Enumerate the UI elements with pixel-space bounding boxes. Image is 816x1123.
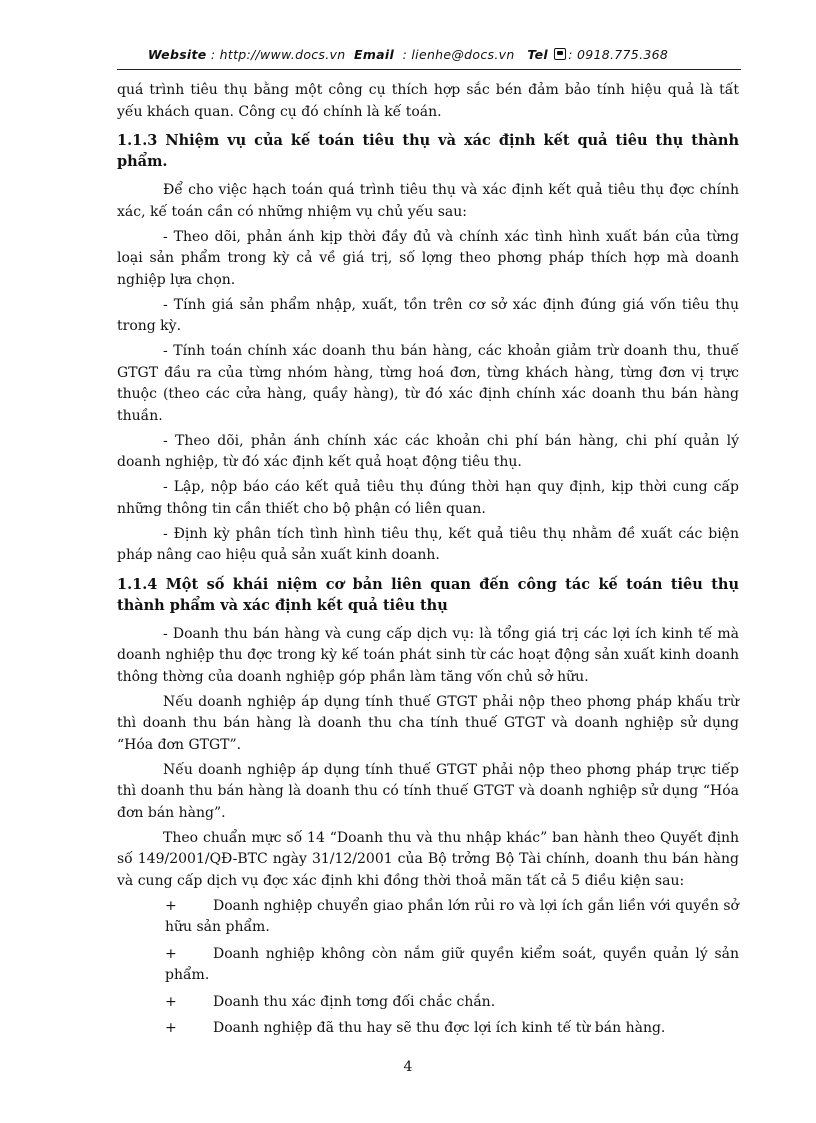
condition-list <box>117 896 739 1040</box>
tel-value: : 0918.775.368 <box>568 47 669 62</box>
list-item <box>117 944 739 987</box>
paragraph: - Doanh thu bán hàng và cung cấp dịch vụ: là tổng giá trị các lợi ích kinh tế mà doanh nghiệp thu đợc trong kỳ kế toán phát sinh từ các hoạt động sản xuất kinh doanh thông thờng của doanh nghiệp góp phần làm tăng vốn chủ sở hữu. <box>117 625 739 685</box>
bullet-symbol: + <box>165 897 177 914</box>
list-item-text: Doanh nghiệp chuyển giao phần lớn rủi ro và lợi ích gắn liền với quyền sở hữu sản phẩm. <box>165 897 739 935</box>
section-heading-1-1-3: 1.1.3 Nhiệm vụ của kế toán tiêu thụ và xác định kết quả tiêu thụ thành phẩm. <box>117 132 739 170</box>
paragraph: - Theo dõi, phản ánh chính xác các khoản chi phí bán hàng, chi phí quản lý doanh nghiệp, từ đó xác định kết quả hoạt động tiêu thụ. <box>117 432 739 470</box>
paragraph: - Định kỳ phân tích tình hình tiêu thụ, kết quả tiêu thụ nhằm đề xuất các biện pháp nâng cao hiệu quả sản xuất kinh doanh. <box>117 525 739 563</box>
list-item-text: Doanh thu xác định tơng đối chắc chắn. <box>213 993 496 1010</box>
document-body <box>117 80 739 1045</box>
phone-icon <box>554 48 566 60</box>
list-item-text: Doanh nghiệp không còn nắm giữ quyền kiểm soát, quyền quản lý sản phẩm. <box>165 945 739 983</box>
tel-label: Tel <box>527 47 548 62</box>
page-header <box>0 47 816 62</box>
paragraph: Để cho việc hạch toán quá trình tiêu thụ và xác định kết quả tiêu thụ đợc chính xác, kế toán cần có những nhiệm vụ chủ yếu sau: <box>117 182 739 220</box>
paragraph: - Lập, nộp báo cáo kết quả tiêu thụ đúng thời hạn quy định, kịp thời cung cấp những thông tin cần thiết cho bộ phận có liên quan. <box>117 479 739 517</box>
paragraph: Nếu doanh nghiệp áp dụng tính thuế GTGT phải nộp theo phơng pháp trực tiếp thì doanh thu bán hàng là doanh thu có tính thuế GTGT và doanh nghiệp sử dụng “Hóa đơn bán hàng”. <box>117 761 739 821</box>
website-value[interactable]: : http://www.docs.vn <box>210 47 346 62</box>
list-item <box>117 1018 739 1040</box>
header-rule <box>117 69 741 70</box>
list-item-text: Doanh nghiệp đã thu hay sẽ thu đợc lợi ích kinh tế từ bán hàng. <box>213 1020 666 1036</box>
website-label: Website <box>147 47 207 62</box>
paragraph: quá trình tiêu thụ bằng một công cụ thích hợp sắc bén đảm bảo tính hiệu quả là tất yếu khách quan. Công cụ đó chính là kế toán. <box>117 82 739 120</box>
list-item <box>117 896 739 939</box>
bullet-symbol: + <box>165 993 177 1010</box>
paragraph: Nếu doanh nghiệp áp dụng tính thuế GTGT phải nộp theo phơng pháp khấu trừ thì doanh thu bán hàng là doanh thu cha tính thuế GTGT và doanh nghiệp sử dụng “Hóa đơn GTGT”. <box>117 693 739 753</box>
page-number: 4 <box>403 1059 413 1075</box>
paragraph: Theo chuẩn mực số 14 “Doanh thu và thu nhập khác” ban hành theo Quyết định số 149/2001/QĐ-BTC ngày 31/12/2001 của Bộ trởng Bộ Tài chính, doanh thu bán hàng và cung cấp dịch vụ đợc xác định khi đồng thời thoả mãn tất cả 5 điều kiện sau: <box>117 829 739 889</box>
email-value[interactable]: : lienhe@docs.vn <box>402 47 515 62</box>
section-heading-1-1-4: 1.1.4 Một số khái niệm cơ bản liên quan đến công tác kế toán tiêu thụ thành phẩm và xác định kết quả tiêu thụ <box>117 575 739 614</box>
paragraph: - Tính toán chính xác doanh thu bán hàng, các khoản giảm trừ doanh thu, thuế GTGT đầu ra của từng nhóm hàng, từng hoá đơn, từng khách hàng, từng đơn vị trực thuộc (theo các cửa hàng, quầy hàng), từ đó xác định chính xác doanh thu bán hàng thuần. <box>117 343 739 424</box>
paragraph: - Theo dõi, phản ánh kịp thời đầy đủ và chính xác tình hình xuất bán của từng loại sản phẩm trong kỳ cả về giá trị, số lợng theo phơng pháp thích hợp mà doanh nghiệp lựa chọn. <box>117 228 739 288</box>
bullet-symbol: + <box>165 945 177 962</box>
bullet-symbol: + <box>165 1020 177 1036</box>
paragraph: - Tính giá sản phẩm nhập, xuất, tồn trên cơ sở xác định đúng giá vốn tiêu thụ trong kỳ. <box>117 296 739 334</box>
email-label: Email <box>354 47 395 62</box>
list-item <box>117 992 739 1014</box>
